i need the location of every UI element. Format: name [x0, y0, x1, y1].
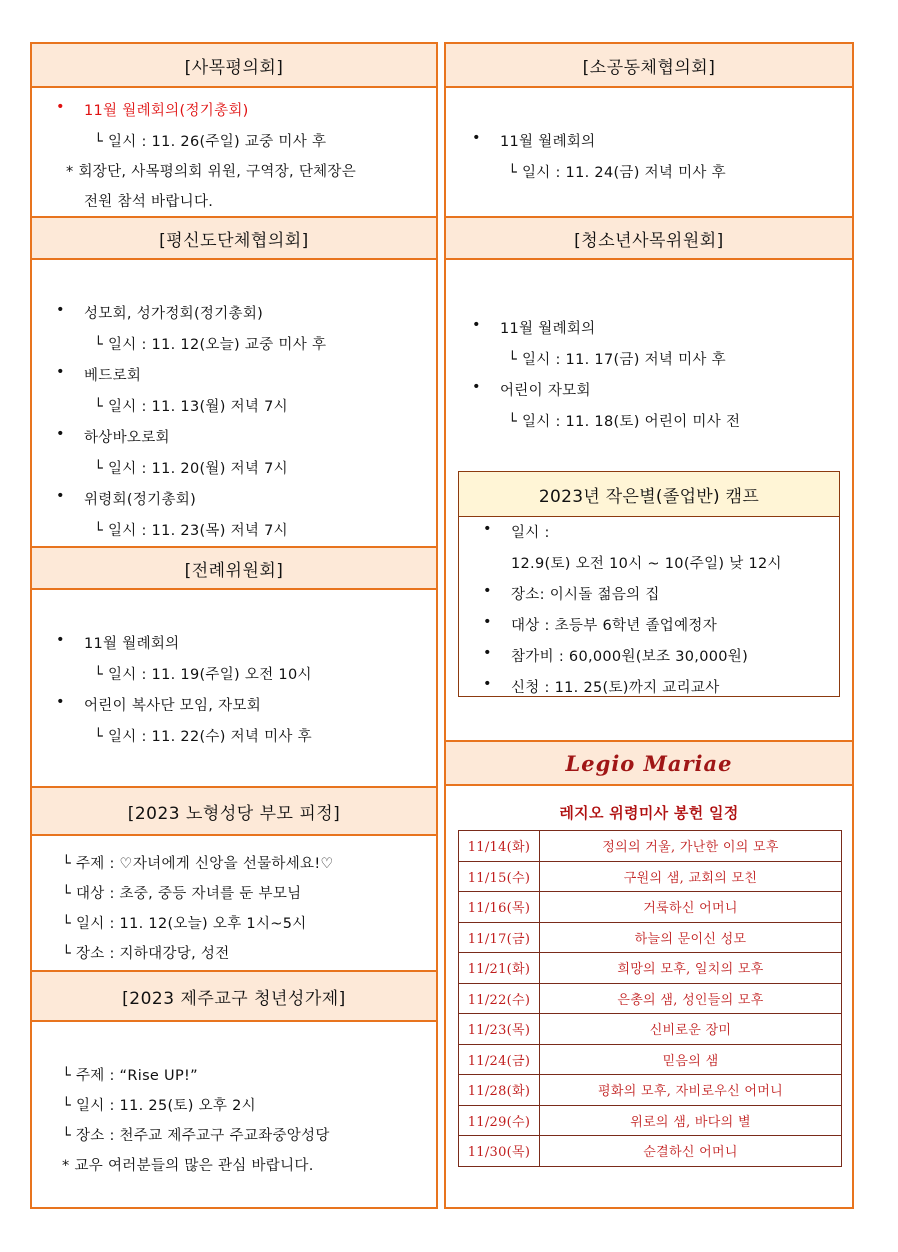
schedule-text: 희망의 모후, 일치의 모후	[540, 953, 842, 984]
jeonrye-section	[32, 590, 436, 786]
sogong-item: 11월 월례회의	[500, 134, 596, 150]
cheong-title: [청소년사목위원회]	[574, 230, 724, 251]
camp-box	[458, 471, 840, 697]
camp-title: 2023년 작은별(졸업반) 캠프	[459, 472, 839, 517]
schedule-text: 구원의 샘, 교회의 모친	[540, 861, 842, 892]
table-row	[459, 1075, 842, 1106]
pyeong-item-4-date: └ 일시 : 11. 23(목) 저녁 7시	[94, 523, 288, 539]
parents-date: └ 일시 : 11. 12(오늘) 오후 1시~5시	[62, 916, 307, 932]
schedule-date: 11/15(수)	[459, 861, 540, 892]
camp-date: 12.9(토) 오전 10시 ~ 10(주일) 낮 12시	[511, 556, 782, 572]
right-column	[444, 42, 854, 1209]
bullet-icon: •	[483, 521, 492, 537]
bullet-icon: •	[56, 694, 65, 710]
parents-theme: └ 주제 : ♡자녀에게 신앙을 선물하세요!♡	[62, 856, 334, 872]
bullet-icon: •	[56, 632, 65, 648]
bullet-icon: •	[483, 614, 492, 630]
camp-body	[459, 517, 839, 697]
table-row	[459, 1014, 842, 1045]
table-row	[459, 953, 842, 984]
cheong-item-1: 11월 월례회의	[500, 321, 596, 337]
sogong-section	[446, 88, 852, 216]
camp-date-label: 일시 :	[511, 525, 550, 541]
legio-title: Legio Mariae	[565, 750, 733, 776]
table-row	[459, 1044, 842, 1075]
parents-section	[32, 836, 436, 970]
sogong-title: [소공동체협의회]	[582, 57, 716, 78]
youth-header	[32, 970, 436, 1022]
schedule-text: 평화의 모후, 자비로우신 어머니	[540, 1075, 842, 1106]
schedule-date: 11/22(수)	[459, 983, 540, 1014]
schedule-text: 위로의 샘, 바다의 별	[540, 1105, 842, 1136]
bullet-icon: •	[472, 130, 481, 146]
jeonrye-item-2: 어린이 복사단 모임, 자모회	[84, 698, 262, 714]
table-row	[459, 1136, 842, 1167]
parents-title: [2023 노형성당 부모 피정]	[127, 803, 341, 824]
bullet-icon: •	[472, 379, 481, 395]
pyeong-header	[32, 216, 436, 260]
cheong-section	[446, 260, 852, 740]
youth-title: [2023 제주교구 청년성가제]	[122, 988, 346, 1009]
legio-section	[446, 786, 852, 1207]
schedule-date: 11/24(금)	[459, 1044, 540, 1075]
schedule-title: 레지오 위령미사 봉헌 일정	[559, 804, 739, 822]
table-row	[459, 922, 842, 953]
pyeong-item-1-date: └ 일시 : 11. 12(오늘) 교중 미사 후	[94, 337, 327, 353]
pyeong-section	[32, 260, 436, 546]
camp-target: 대상 : 초등부 6학년 졸업예정자	[511, 618, 718, 634]
jeonrye-item-2-date: └ 일시 : 11. 22(수) 저녁 미사 후	[94, 729, 312, 745]
pyeong-item-2: 베드로회	[84, 368, 142, 384]
samok-note: * 회장단, 사목평의회 위원, 구역장, 단체장은	[66, 164, 357, 180]
schedule-date: 11/30(목)	[459, 1136, 540, 1167]
samok-title: [사목평의회]	[184, 57, 284, 78]
pyeong-title: [평신도단체협의회]	[159, 230, 309, 251]
parents-place: └ 장소 : 지하대강당, 성전	[62, 946, 230, 962]
jeonrye-title: [전례위원회]	[184, 560, 284, 581]
samok-section	[32, 88, 436, 216]
schedule-text: 하늘의 문이신 성모	[540, 922, 842, 953]
bullet-icon: •	[56, 99, 65, 115]
youth-note: * 교우 여러분들의 많은 관심 바랍니다.	[62, 1158, 314, 1174]
schedule-text: 순결하신 어머니	[540, 1136, 842, 1167]
cheong-item-2-date: └ 일시 : 11. 18(토) 어린이 미사 전	[508, 414, 741, 430]
bullet-icon: •	[56, 426, 65, 442]
bullet-icon: •	[56, 488, 65, 504]
cheong-item-1-date: └ 일시 : 11. 17(금) 저녁 미사 후	[508, 352, 726, 368]
schedule-text: 정의의 거울, 가난한 이의 모후	[540, 831, 842, 862]
schedule-text: 은총의 샘, 성인들의 모후	[540, 983, 842, 1014]
parents-target: └ 대상 : 초중, 중등 자녀를 둔 부모님	[62, 886, 302, 902]
schedule-date: 11/23(목)	[459, 1014, 540, 1045]
pyeong-item-3-date: └ 일시 : 11. 20(월) 저녁 7시	[94, 461, 288, 477]
sogong-header	[446, 44, 852, 88]
schedule-text: 거룩하신 어머니	[540, 892, 842, 923]
pyeong-item-2-date: └ 일시 : 11. 13(월) 저녁 7시	[94, 399, 288, 415]
table-row	[459, 861, 842, 892]
bullet-icon: •	[56, 302, 65, 318]
youth-place: └ 장소 : 천주교 제주교구 주교좌중앙성당	[62, 1128, 330, 1144]
bullet-icon: •	[483, 583, 492, 599]
bullet-icon: •	[472, 317, 481, 333]
cheong-header	[446, 216, 852, 260]
table-row	[459, 831, 842, 862]
table-row	[459, 892, 842, 923]
camp-apply: 신청 : 11. 25(토)까지 교리교사	[511, 680, 720, 696]
schedule-date: 11/16(목)	[459, 892, 540, 923]
samok-item: 11월 월례회의(정기총회)	[84, 103, 249, 119]
jeonrye-item-1: 11월 월례회의	[84, 636, 180, 652]
table-row	[459, 1105, 842, 1136]
samok-header	[32, 44, 436, 88]
schedule-date: 11/14(화)	[459, 831, 540, 862]
jeonrye-header	[32, 546, 436, 590]
parents-header	[32, 786, 436, 836]
camp-fee: 참가비 : 60,000원(보조 30,000원)	[511, 649, 749, 665]
youth-date: └ 일시 : 11. 25(토) 오후 2시	[62, 1098, 256, 1114]
left-column	[30, 42, 438, 1209]
schedule-date: 11/28(화)	[459, 1075, 540, 1106]
youth-theme: └ 주제 : “Rise UP!”	[62, 1068, 198, 1084]
legio-header	[446, 740, 852, 786]
table-row	[459, 983, 842, 1014]
pyeong-item-1: 성모회, 성가정회(정기총회)	[84, 306, 264, 322]
cheong-item-2: 어린이 자모회	[500, 383, 591, 399]
schedule-text: 믿음의 샘	[540, 1044, 842, 1075]
schedule-text: 신비로운 장미	[540, 1014, 842, 1045]
samok-item-date: └ 일시 : 11. 26(주일) 교중 미사 후	[94, 134, 327, 150]
schedule-table	[458, 830, 842, 1167]
bullet-icon: •	[483, 676, 492, 692]
schedule-date: 11/17(금)	[459, 922, 540, 953]
camp-place: 장소: 이시돌 젊음의 집	[511, 587, 660, 603]
samok-note-2: 전원 참석 바랍니다.	[84, 194, 214, 210]
schedule-date: 11/29(수)	[459, 1105, 540, 1136]
bullet-icon: •	[483, 645, 492, 661]
youth-section	[32, 1022, 436, 1207]
bullet-icon: •	[56, 364, 65, 380]
sogong-item-date: └ 일시 : 11. 24(금) 저녁 미사 후	[508, 165, 726, 181]
pyeong-item-3: 하상바오로회	[84, 430, 170, 446]
pyeong-item-4: 위령회(정기총회)	[84, 492, 197, 508]
jeonrye-item-1-date: └ 일시 : 11. 19(주일) 오전 10시	[94, 667, 312, 683]
schedule-date: 11/21(화)	[459, 953, 540, 984]
